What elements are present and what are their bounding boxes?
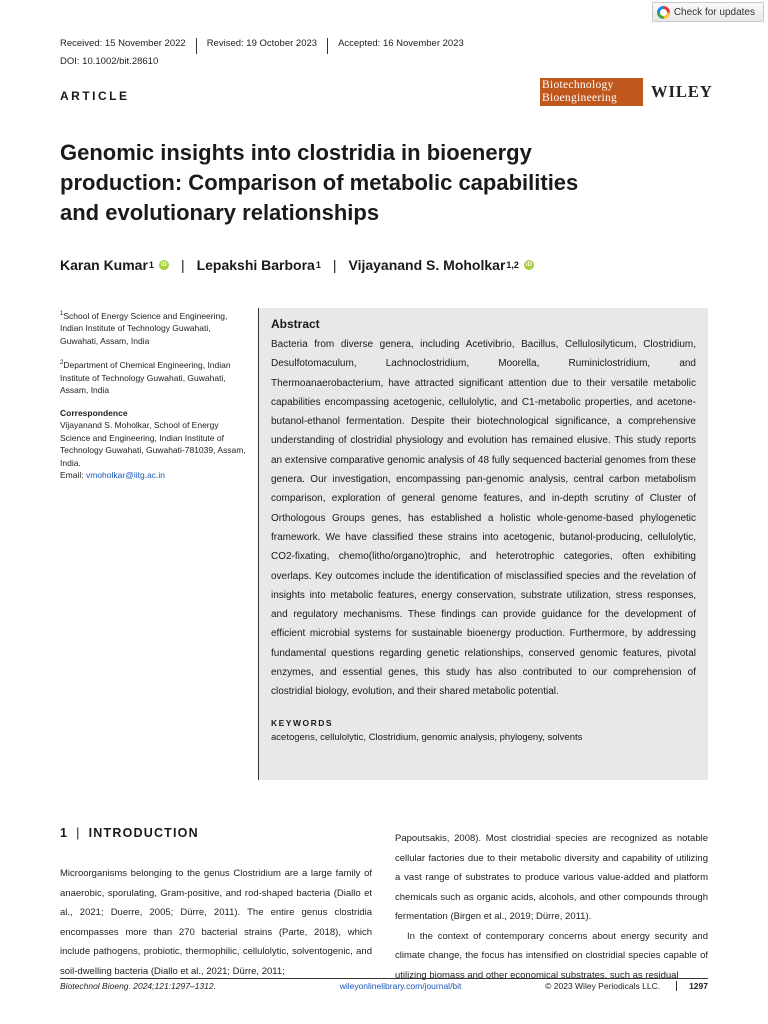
journal-url-link[interactable]: wileyonlinelibrary.com/journal/bit [339, 981, 462, 991]
section-number: 1 [60, 826, 69, 840]
affiliation-sup: 1 [60, 311, 64, 317]
author-name: Vijayanand S. Moholkar [348, 257, 506, 273]
section-separator: | [76, 826, 81, 840]
author-name: Lepakshi Barbora [196, 257, 315, 273]
publisher-logo: WILEY [651, 82, 713, 101]
revised-date: Revised: 19 October 2023 [196, 38, 327, 54]
orcid-icon[interactable]: iD [160, 262, 167, 268]
body-paragraph: In the context of contemporary concerns about energy security and climate change, the focus has intensified on clostridial species capable of utilizing biomass and other economical substrates, such as residual [395, 930, 708, 981]
keywords: acetogens, cellulolytic, Clostridium, genomic analysis, phylogeny, solvents [271, 731, 583, 743]
journal-reference: Biotechnol Bioeng. 2024;121:1297–1312. [60, 981, 216, 991]
section-title: INTRODUCTION [88, 826, 199, 840]
received-date: Received: 15 November 2022 [60, 38, 186, 49]
affiliations-column [60, 308, 246, 492]
author-affil-sup: 1 [148, 260, 154, 270]
check-for-updates-button[interactable] [652, 2, 764, 22]
paper-title: Genomic insights into clostridia in bioenergy production: Comparison of metabolic capabilities and evolutionary relationships [60, 140, 579, 225]
affiliation [60, 308, 246, 347]
article-type: ARTICLE [60, 89, 130, 103]
affiliation-sup: 2 [60, 360, 64, 367]
orcid-icon[interactable]: iD [525, 262, 532, 268]
author-affil-sup: 1,2 [506, 260, 519, 270]
article-dates [60, 38, 474, 54]
journal-logo [540, 78, 643, 106]
journal-logo-line2: Bioengineering [542, 92, 618, 104]
keywords-heading: KEYWORDS [271, 717, 334, 728]
body-column-left [60, 826, 372, 981]
author-separator: | [180, 257, 185, 273]
affiliation [60, 357, 246, 396]
affiliation-text: Department of Chemical Engineering, Indian Institute of Technology Guwahati, Guwahati, Assam, India [60, 360, 231, 396]
author-affil-sup: 1 [315, 260, 321, 270]
body-paragraph: Papoutsakis, 2008). Most clostridial species are recognized as notable cellular factories due to their metabolic diversity and capability of utilizing a vast range of substrates to produce various value-added and platform chemicals such as organic acids, alcohols, and other compounds through fermentation (Birgen et al., 2019; Dürre, 2011). [395, 833, 708, 922]
author-list [60, 257, 534, 273]
body-paragraph: Microorganisms belonging to the genus Clostridium are a large family of anaerobic, sporulating, Gram-positive, and rod-shaped bacteria (Diallo et al., 2021; Duerre, 2005; Dürre, 2011). The entire genus clostridia encompasses more than 270 bacterial strains (Parte, 2018), which include pathogens, probiotic, thermophilic, cellulolytic, solventogenic, and soil-dwelling bacteria (Diallo et al., 2021; Dürre, 2011; [60, 868, 372, 977]
accepted-date: Accepted: 16 November 2023 [327, 38, 474, 54]
footer-right [545, 981, 708, 991]
author-separator: | [332, 257, 337, 273]
email-link[interactable]: vmoholkar@iitg.ac.in [85, 470, 166, 481]
affiliation-text: School of Energy Science and Engineering, Indian Institute of Technology Guwahati, Guwahati, Assam, India [60, 310, 228, 346]
abstract-text: Bacteria from diverse genera, including Acetivibrio, Bacillus, Cellulosilyticum, Clostridium, Desulfotomaculum, Lachnoclostridium, Moorella, Ruminiclostridium, and Thermoanaerobacterium, have attracted significant attention due to their versatile metabolic capabilities encompassing acetogenic, cellulolytic, and C1-metabolic properties, and acetone-butanol-ethanol fermentation. Despite their biotechnological significance, a comprehensive understanding of clostridial physiology and evolution has remained elusive. This study reports an extensive comparative genomic analysis of 48 fully sequenced bacterial genomes from these genera. Our investigation, encompassing pan-genomic analysis, central carbon metabolism comparison, exploration of general genome features, and in-depth scrutiny of Cluster of Orthologous Groups genes, has established a holistic whole-genome-based phylogenetic framework. We have classified these strains into acetogenic, butanol-producing, cellulolytic, CO2-fixating, chemo(litho/organo)trophic, and heterotrophic categories, often exhibiting overlaps. Key outcomes include the identification of misclassified species and the revelation of insights into metabolic features, energy conservation, substrate utilization, stress responses, and regulatory mechanisms. These findings can provide guidance for the development of efficient microbial systems for sustainable bioenergy production. Furthermore, by addressing fundamental questions regarding genetic relationships, conserved genomic features, pivotal enzymes, and essential genes, this study has also contributed to our comprehension of clostridial biology, evolution, and their shared metabolic potential. [271, 339, 696, 698]
copyright: © 2023 Wiley Periodicals LLC. [545, 981, 661, 991]
correspondence-block [60, 419, 246, 482]
email-label: Email: [60, 470, 86, 481]
author-name: Karan Kumar [60, 257, 148, 273]
abstract-heading: Abstract [271, 317, 320, 331]
doi: DOI: 10.1002/bit.28610 [60, 56, 159, 67]
crossmark-icon [657, 6, 670, 19]
journal-logo-line1: Biotechnology [542, 79, 614, 91]
page-number: 1297 [676, 981, 708, 991]
correspondence-text: Vijayanand S. Moholkar, School of Energy Science and Engineering, Indian Institute of Technology Guwahati, Guwahati-781039, Assam, India. [60, 420, 246, 468]
correspondence-heading: Correspondence [60, 407, 128, 418]
page-footer [60, 978, 708, 991]
abstract-box [258, 308, 708, 780]
section-heading [60, 826, 372, 840]
check-for-updates-label: Check for updates [673, 6, 755, 18]
body-column-right [395, 829, 708, 985]
